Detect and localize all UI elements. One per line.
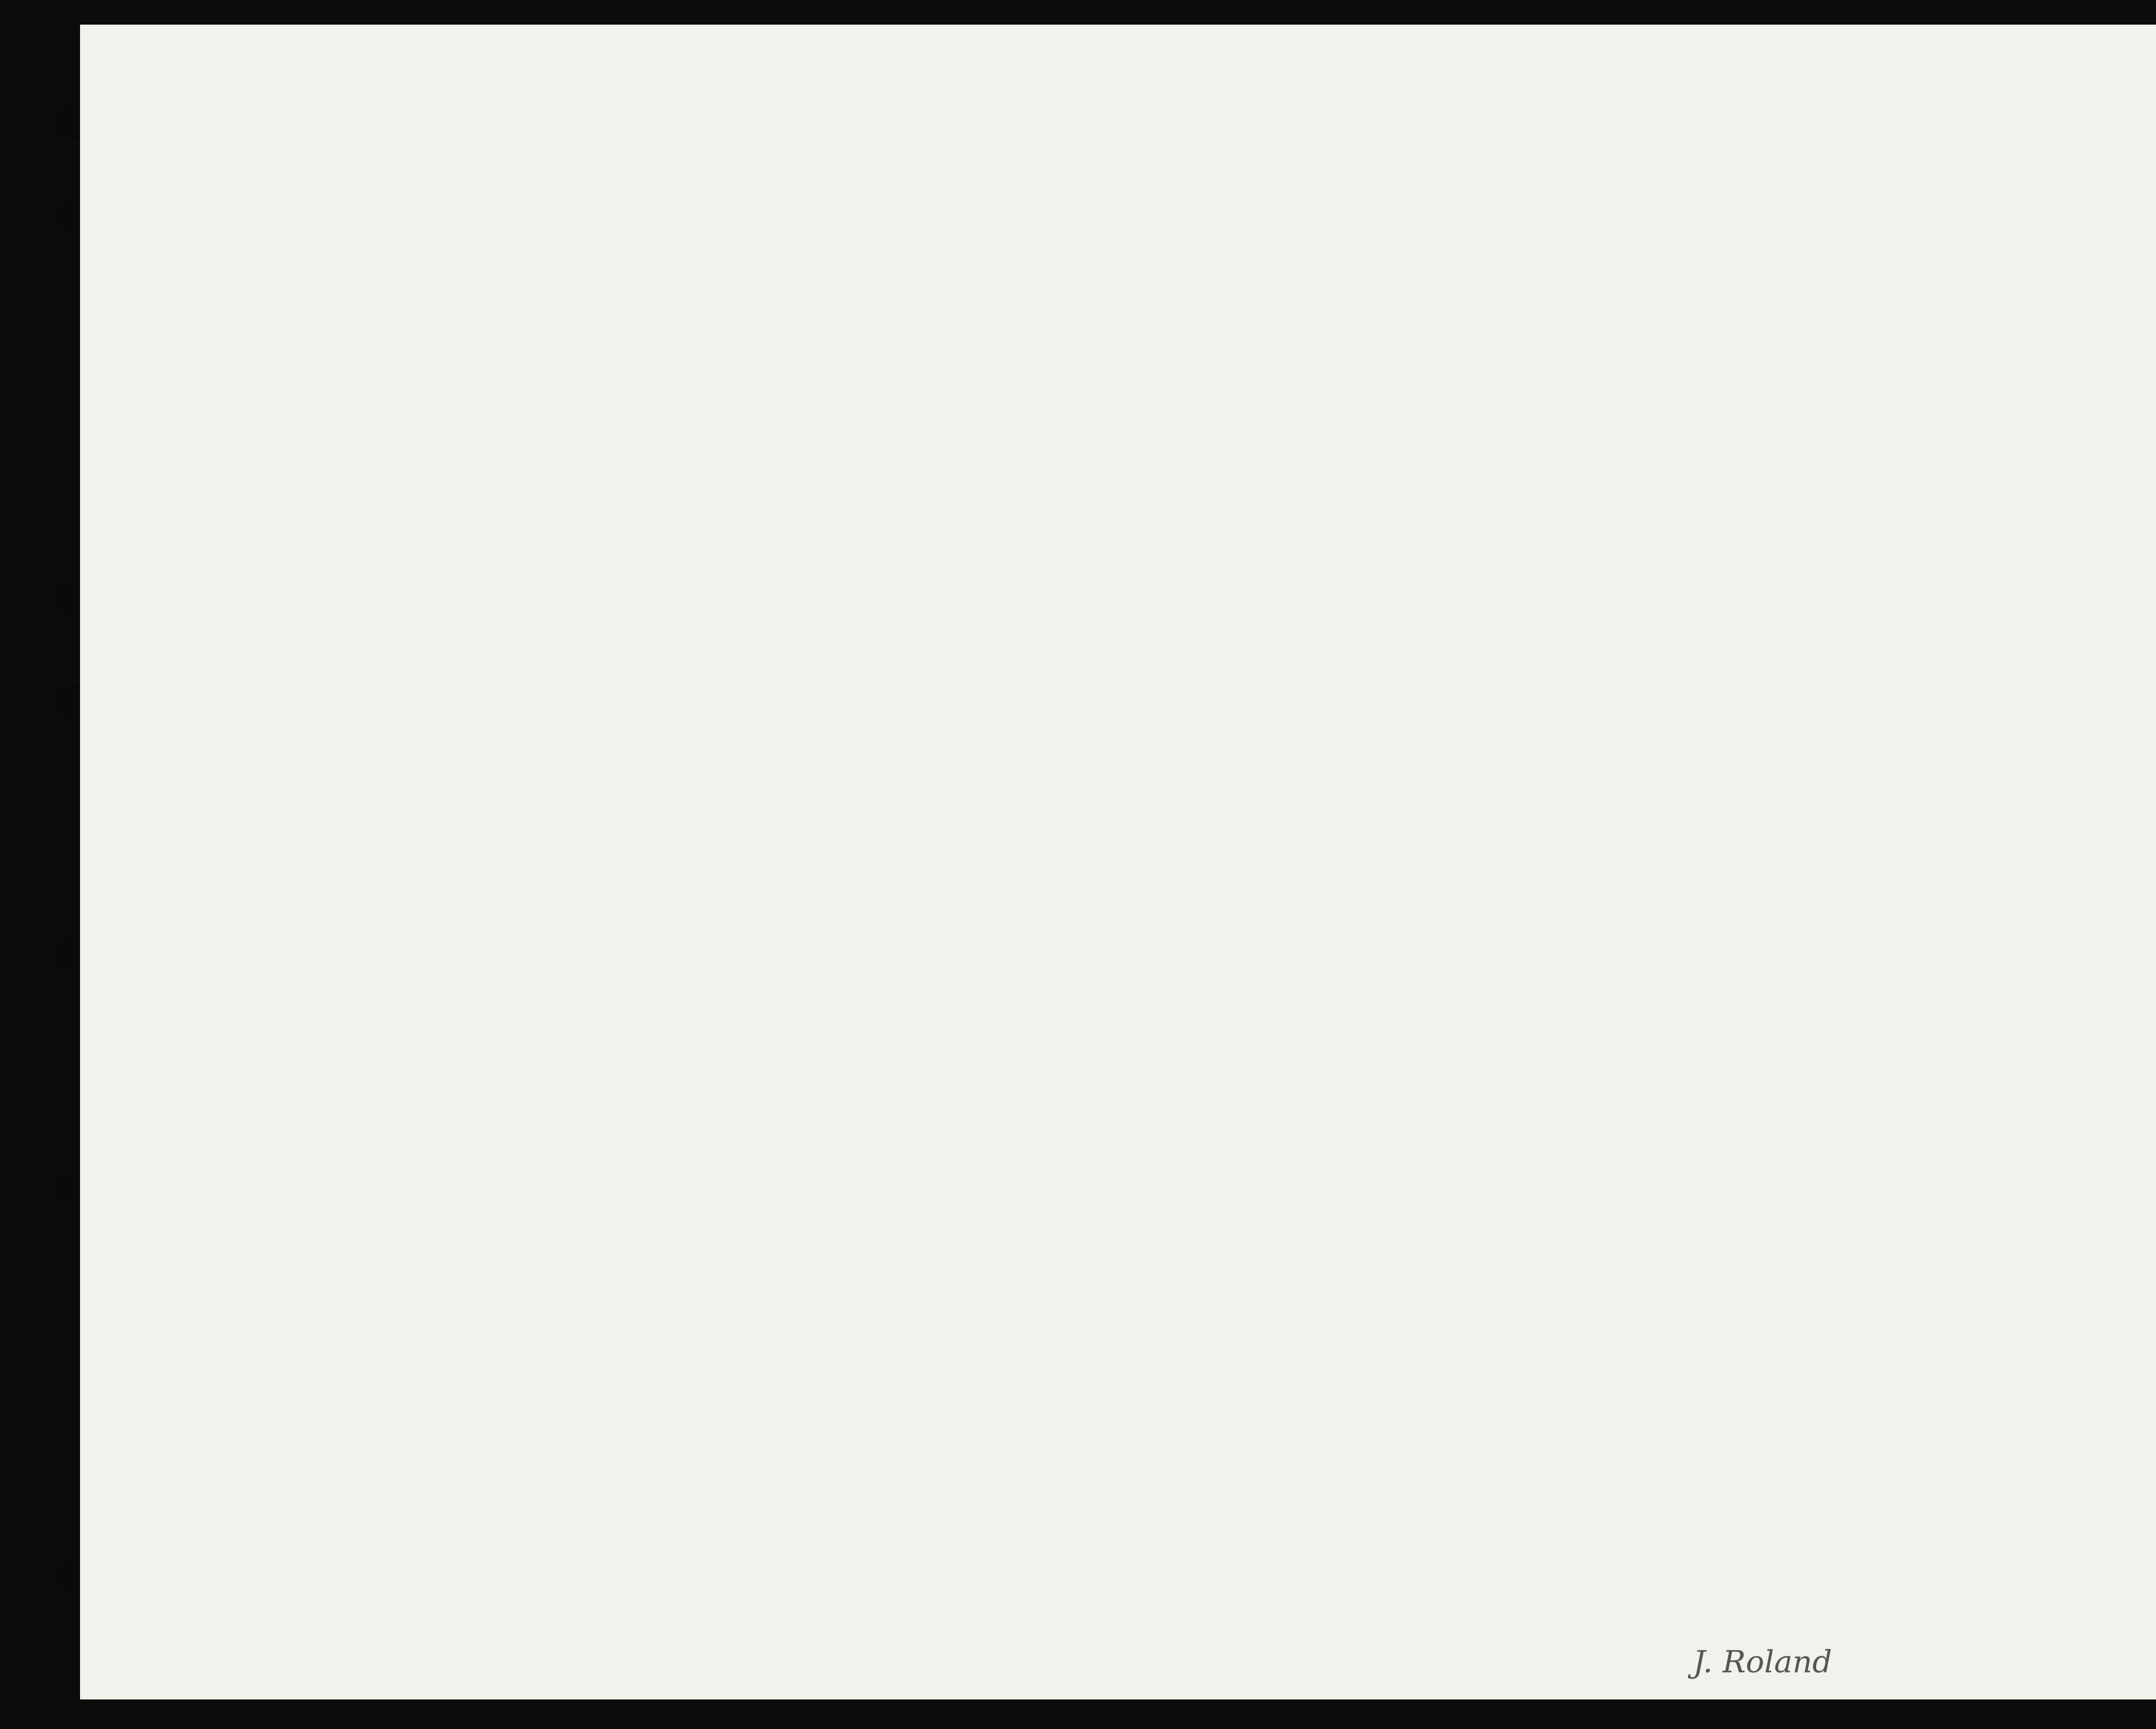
manifest-sheet [80, 25, 2156, 1699]
officer-signature: J. Roland [1693, 1644, 1832, 1680]
table-grid [80, 25, 2156, 1699]
